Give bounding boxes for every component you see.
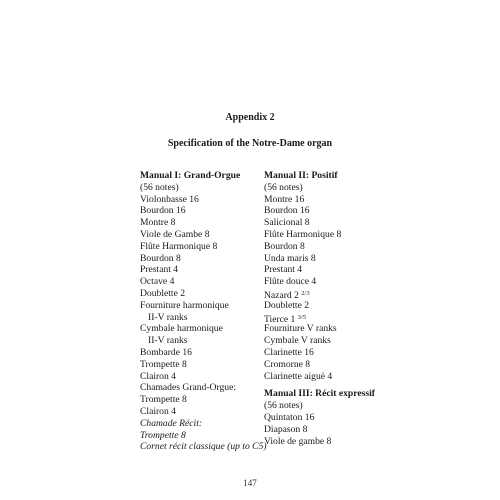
manual-2-3-column xyxy=(264,170,375,447)
stop-item: Cymbale harmonique xyxy=(140,323,223,335)
manual-3-notes: (56 notes) xyxy=(264,400,303,412)
stop-item: Cromorne 8 xyxy=(264,358,311,370)
stop-group-label: Chamade Récit: xyxy=(140,417,203,429)
stop-item: Montre 8 xyxy=(140,217,176,229)
manual-1-notes: (56 notes) xyxy=(140,181,179,193)
stop-item: Doublette 2 xyxy=(140,287,186,299)
stop-item xyxy=(264,312,375,324)
manual-1-column xyxy=(140,170,267,453)
stop-item: Flûte Harmonique 8 xyxy=(140,240,218,252)
page-title: Specification of the Notre-Dame organ xyxy=(167,138,333,149)
stop-item: Bourdon 16 xyxy=(140,205,186,217)
stop-item: Fourniture V ranks xyxy=(264,323,337,335)
stop-item: Salicional 8 xyxy=(264,217,310,229)
manual-2-heading: Manual II: Positif xyxy=(264,170,338,181)
stop-item-continued: II-V ranks xyxy=(148,335,188,347)
stop-item: Trompette 8 xyxy=(140,394,187,406)
stop-item: Doublette 2 xyxy=(264,299,310,311)
stop-item: Bourdon 16 xyxy=(264,205,310,217)
stop-item: Bombarde 16 xyxy=(140,346,192,358)
stop-item: Diapason 8 xyxy=(264,423,308,435)
stop-item-continued: II-V ranks xyxy=(148,311,188,323)
stop-item: Fourniture harmonique xyxy=(140,299,229,311)
stop-item: Cornet récit classique (up to C5) xyxy=(140,441,267,453)
stop-item: Trompette 8 xyxy=(140,429,186,441)
stop-item: Viole de gambe 8 xyxy=(264,435,332,447)
appendix-label: Appendix 2 xyxy=(225,112,275,123)
stop-item: Octave 4 xyxy=(140,276,175,288)
stop-item: Cymbale V ranks xyxy=(264,335,331,347)
stop-item xyxy=(264,288,375,300)
stop-item-main: Nazard 2 xyxy=(264,289,299,301)
page-number: 147 xyxy=(243,478,257,488)
stop-item-fraction: 3/5 xyxy=(297,313,307,321)
stop-item: Clarinette 16 xyxy=(264,346,314,358)
stop-item: Quintaton 16 xyxy=(264,411,315,423)
stop-item: Prestant 4 xyxy=(264,264,303,276)
stop-item-main: Tierce 1 xyxy=(264,313,296,325)
stop-item: Flûte douce 4 xyxy=(264,276,317,288)
stop-item: Viole de Gambe 8 xyxy=(140,228,210,240)
stop-group-label: Chamades Grand-Orgue: xyxy=(140,382,236,394)
stop-item: Bourdon 8 xyxy=(264,240,305,252)
manual-2-notes: (56 notes) xyxy=(264,181,303,193)
manual-1-heading: Manual I: Grand-Orgue xyxy=(140,170,241,181)
stop-item: Clarinette aiguë 4 xyxy=(264,370,333,382)
stop-item: Prestant 4 xyxy=(140,264,179,276)
stop-item: Clairon 4 xyxy=(140,370,176,382)
stop-item: Bourdon 8 xyxy=(140,252,181,264)
stop-item: Flûte Harmonique 8 xyxy=(264,228,342,240)
stop-item: Unda maris 8 xyxy=(264,252,316,264)
stop-item: Trompette 8 xyxy=(140,358,187,370)
stop-item: Violonbasse 16 xyxy=(140,193,199,205)
stop-item-fraction: 2/3 xyxy=(301,289,310,297)
manual-3-heading: Manual III: Récit expressif xyxy=(264,388,375,400)
stop-item: Clairon 4 xyxy=(140,405,176,417)
stop-item: Montre 16 xyxy=(264,193,305,205)
